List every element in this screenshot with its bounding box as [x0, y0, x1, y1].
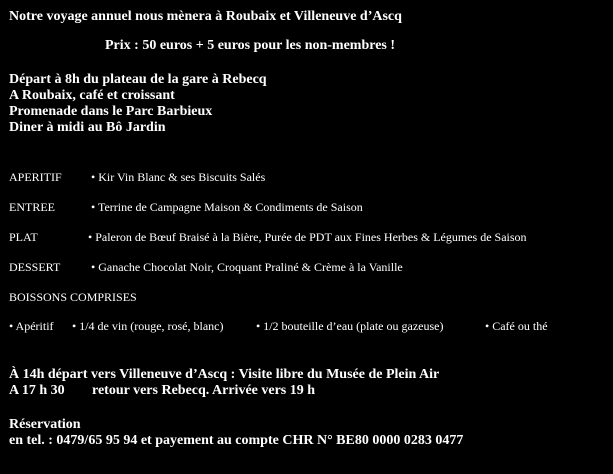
reservation-details: en tel. : 0479/65 95 94 et payement au compte CHR N° BE80 0000 0283 0477 — [9, 433, 464, 448]
menu-label-aperitif: APERITIF — [9, 170, 62, 184]
return-details: retour vers Rebecq. Arrivée vers 19 h — [92, 383, 316, 398]
afternoon-visit: À 14h départ vers Villeneuve d’Ascq : Visite libre du Musée de Plein Air — [9, 367, 440, 382]
menu-item-plat: • Paleron de Bœuf Braisé à la Bière, Purée de PDT aux Fines Herbes & Légumes de Saison — [88, 230, 527, 244]
price-line: Prix : 50 euros + 5 euros pour les non-membres ! — [105, 38, 396, 53]
menu-label-plat: PLAT — [9, 230, 38, 244]
menu-item-entree: • Terrine de Campagne Maison & Condiments de Saison — [91, 200, 363, 214]
menu-label-entree: ENTREE — [9, 200, 55, 214]
return-time: A 17 h 30 — [9, 383, 65, 398]
program-roubaix: A Roubaix, café et croissant — [9, 88, 175, 103]
reservation-title: Réservation — [9, 417, 81, 432]
program-park: Promenade dans le Parc Barbieux — [9, 104, 213, 119]
drink-wine: • 1/4 de vin (rouge, rosé, blanc) — [72, 319, 224, 333]
drink-coffee: • Café ou thé — [485, 319, 548, 333]
trip-headline: Notre voyage annuel nous mènera à Roubaix et Villeneuve d’Ascq — [9, 9, 402, 24]
drink-water: • 1/2 bouteille d’eau (plate ou gazeuse) — [256, 319, 444, 333]
menu-item-aperitif: • Kir Vin Blanc & ses Biscuits Salés — [91, 170, 266, 184]
drink-aperitif: • Apéritif — [9, 319, 54, 333]
drinks-title: BOISSONS COMPRISES — [9, 290, 137, 304]
program-departure: Départ à 8h du plateau de la gare à Rebecq — [9, 72, 267, 87]
program-lunch: Diner à midi au Bô Jardin — [9, 120, 166, 135]
menu-label-dessert: DESSERT — [9, 260, 61, 274]
menu-item-dessert: • Ganache Chocolat Noir, Croquant Praliné & Crème à la Vanille — [91, 260, 403, 274]
